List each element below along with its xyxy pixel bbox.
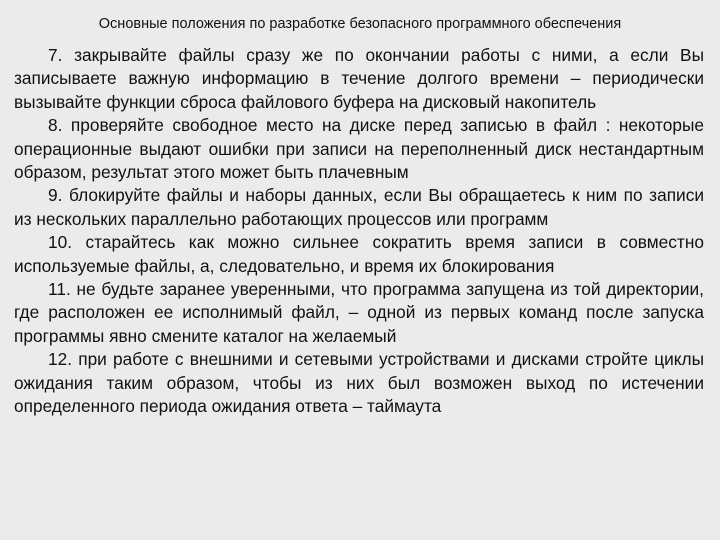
list-item-8: 8. проверяйте свободное место на диске перед записью в файл : некоторые операционные выдают ошибки при записи на переполненный диск нестандартным образом, результат этого может быть плачевным [14, 115, 704, 183]
slide-title: Основные положения по разработке безопасного программного обеспечения [98, 16, 622, 32]
list-item-9: 9. блокируйте файлы и наборы данных, если Вы обращаетесь к ним по записи из нескольких параллельно работающих процессов или программ [14, 185, 704, 229]
list-item-7: 7. закрывайте файлы сразу же по окончании работы с ними, а если Вы записываете важную информацию в течение долгого времени – периодически вызывайте функции сброса файлового буфера на дисковый накопитель [14, 45, 704, 112]
list-item-10: 10. старайтесь как можно сильнее сократить время записи в совместно используемые файлы, а, следовательно, и время их блокирования [14, 232, 704, 276]
slide-content [14, 44, 704, 419]
list-item-11: 11. не будьте заранее уверенными, что программа запущена из той директории, где расположен ее исполнимый файл, – одной из первых команд после запуска программы явно смените каталог на желаемый [14, 279, 704, 346]
list-item-12: 12. при работе с внешними и сетевыми устройствами и дисками стройте циклы ожидания таким образом, чтобы из них был возможен выход по истечении определенного периода ожидания ответа – таймаута [14, 349, 704, 417]
